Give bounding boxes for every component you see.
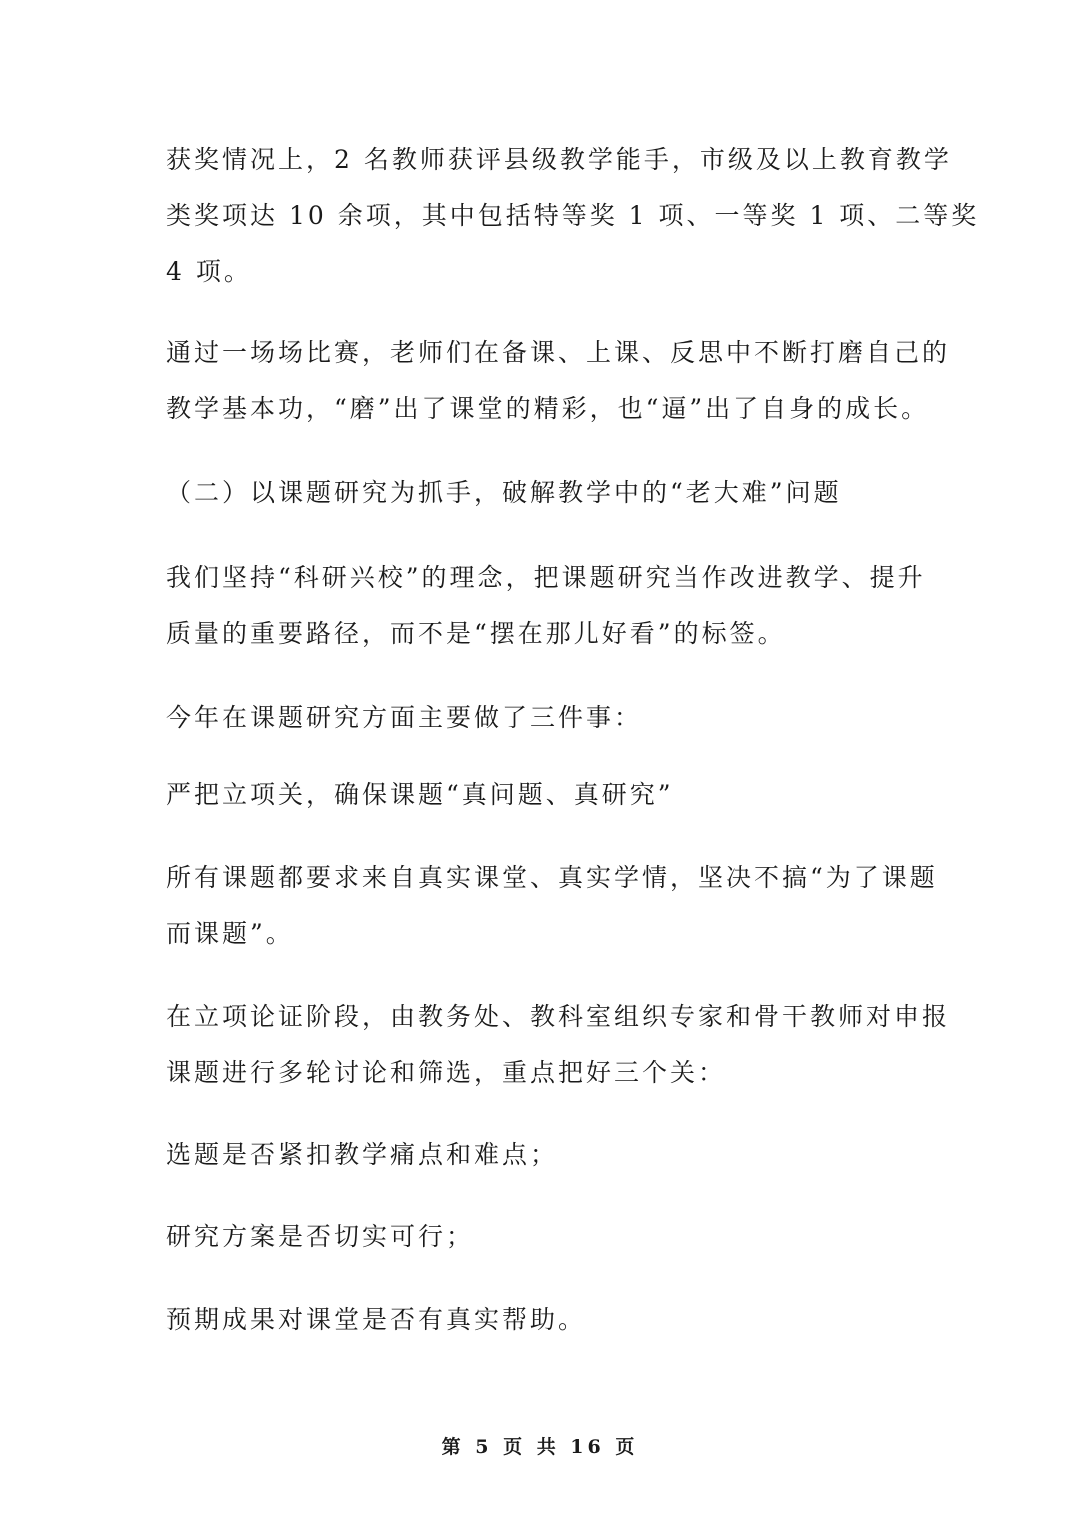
text-line: 严把立项关，确保课题“真问题、真研究” bbox=[166, 780, 674, 809]
text-line: 而课题”。 bbox=[166, 919, 294, 948]
text-line: 通过一场场比赛，老师们在备课、上课、反思中不断打磨自己的 bbox=[166, 338, 951, 367]
paragraph-competition-growth bbox=[166, 325, 951, 437]
heading-line: （二）以课题研究为抓手，破解教学中的“老大难”问题 bbox=[166, 478, 842, 507]
page-number-footer: 第 5 页 共 16 页 bbox=[441, 1436, 639, 1458]
paragraph-awards bbox=[166, 132, 980, 300]
text-line: 今年在课题研究方面主要做了三件事： bbox=[166, 703, 643, 732]
text-line: 4 项。 bbox=[166, 257, 252, 286]
text-line: 质量的重要路径，而不是“摆在那儿好看”的标签。 bbox=[166, 619, 786, 648]
text-line: 预期成果对课堂是否有真实帮助。 bbox=[166, 1305, 587, 1334]
paragraph-strict-approval bbox=[166, 767, 926, 823]
text-line: 类奖项达 10 余项，其中包括特等奖 1 项、一等奖 1 项、二等奖 bbox=[166, 201, 980, 230]
paragraph-check-outcome bbox=[166, 1292, 926, 1348]
section-heading bbox=[166, 465, 926, 521]
text-line: 在立项论证阶段，由教务处、教科室组织专家和骨干教师对申报 bbox=[166, 1002, 951, 1031]
text-line: 研究方案是否切实可行； bbox=[166, 1222, 475, 1251]
paragraph-research-philosophy bbox=[166, 550, 926, 662]
text-line: 获奖情况上，2 名教师获评县级教学能手，市级及以上教育教学 bbox=[166, 145, 952, 174]
text-line: 选题是否紧扣教学痛点和难点； bbox=[166, 1140, 559, 1169]
paragraph-check-plan bbox=[166, 1209, 926, 1265]
paragraph-real-classroom bbox=[166, 850, 938, 962]
text-line: 课题进行多轮讨论和筛选，重点把好三个关： bbox=[166, 1058, 727, 1087]
text-line: 教学基本功，“磨”出了课堂的精彩，也“逼”出了自身的成长。 bbox=[166, 394, 930, 423]
paragraph-approval-stage bbox=[166, 989, 951, 1101]
paragraph-three-things bbox=[166, 690, 926, 746]
paragraph-check-topic bbox=[166, 1127, 926, 1183]
text-line: 所有课题都要求来自真实课堂、真实学情，坚决不搞“为了课题 bbox=[166, 863, 938, 892]
text-line: 我们坚持“科研兴校”的理念，把课题研究当作改进教学、提升 bbox=[166, 563, 926, 592]
